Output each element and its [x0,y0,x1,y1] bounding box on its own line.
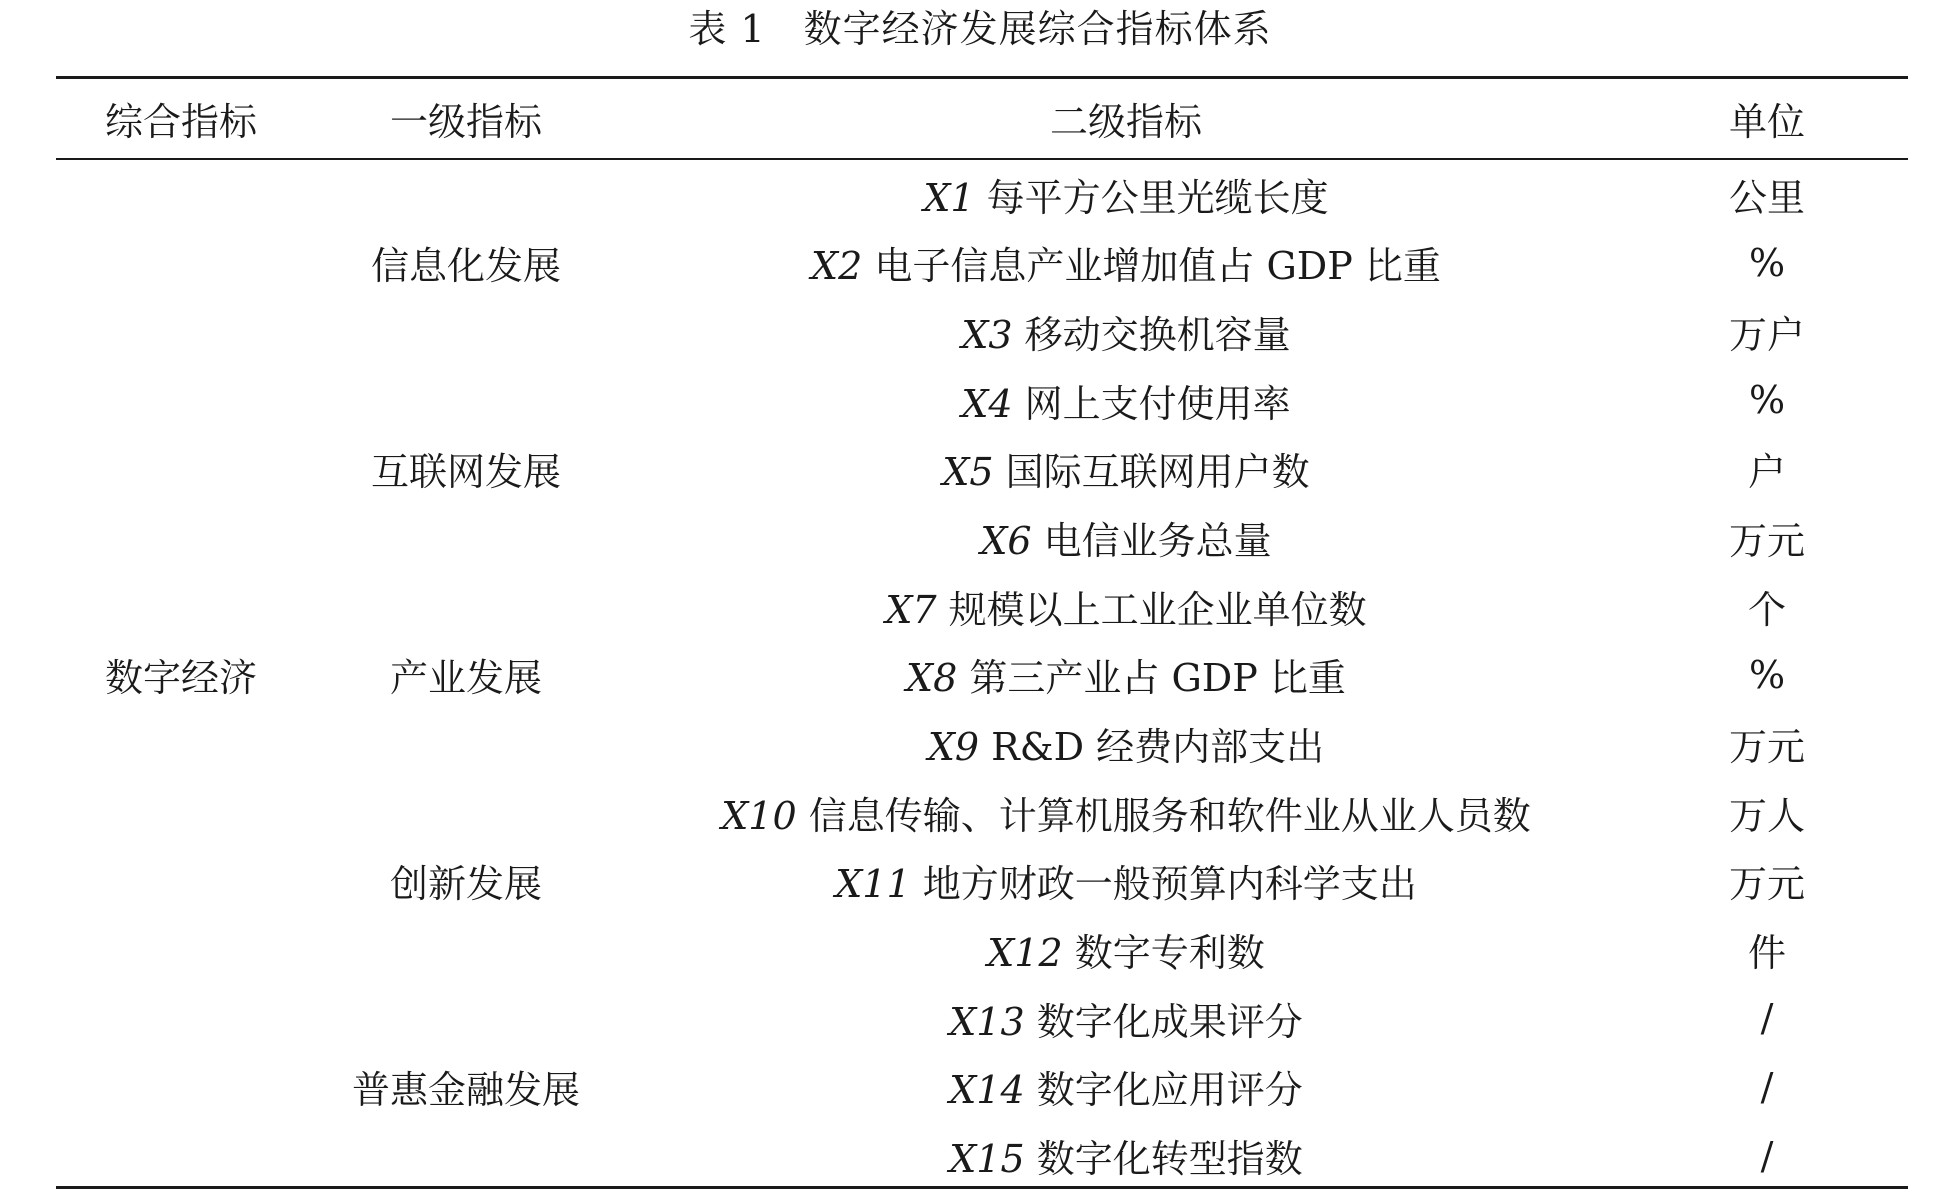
indicator-code: X15 [949,1137,1025,1182]
indicator-name: R&D 经费内部支出 [991,725,1325,770]
indicator-unit: 万元 [1728,862,1805,907]
level1-indicator: 互联网发展 [370,450,561,495]
header-level1: 一级指标 [389,100,542,144]
indicator-unit: 公里 [1728,175,1805,220]
table-row [56,366,1908,435]
indicator-name: 地方财政一般预算内科学支出 [922,862,1417,907]
indicator-unit: 万人 [1728,793,1805,838]
level1-indicator: 创新发展 [389,862,542,907]
level2-indicator [626,1053,1626,1122]
level2-indicator [626,158,1626,229]
table-row [56,572,1908,641]
indicator-name: 数字化应用评分 [1036,1068,1303,1113]
indicator-table [56,79,1908,1190]
level1-indicator: 普惠金融发展 [351,1068,580,1113]
indicator-name: 每平方公里光缆长度 [986,175,1329,220]
level2-indicator [626,915,1626,984]
indicator-unit: / [1760,1064,1774,1109]
level1-indicator: 产业发展 [389,656,542,701]
level2-indicator [626,709,1626,778]
level1-indicator: 信息化发展 [370,244,561,289]
indicator-name: 数字专利数 [1074,931,1265,976]
composite-indicator: 数字经济 [104,656,257,701]
level2-indicator [626,778,1626,847]
caption-label: 表 1 [688,7,766,51]
indicator-code: X6 [980,519,1032,564]
indicator-unit: 万元 [1728,519,1805,564]
indicator-code: X11 [835,862,911,907]
indicator-code: X9 [927,725,980,770]
indicator-code: X13 [949,999,1025,1044]
indicator-name: 移动交换机容量 [1024,313,1291,358]
indicator-name: 国际互联网用户数 [1005,450,1310,495]
indicator-unit: % [1748,378,1786,423]
indicator-unit: / [1760,1133,1774,1178]
table-row [56,984,1908,1053]
level2-indicator [626,572,1626,641]
indicator-unit: 个 [1747,587,1786,632]
level2-indicator [626,435,1626,504]
indicator-code: X10 [721,793,797,838]
level2-indicator [626,366,1626,435]
indicator-name: 数字化成果评分 [1036,999,1303,1044]
indicator-unit: % [1748,240,1786,285]
indicator-code: X14 [949,1068,1025,1113]
indicator-name: 数字化转型指数 [1036,1137,1303,1182]
level2-indicator [626,1121,1626,1190]
level2-indicator [626,847,1626,916]
indicator-unit: 户 [1747,450,1786,495]
indicator-name: 信息传输、计算机服务和软件业从业人员数 [808,793,1531,838]
indicator-unit: 万元 [1728,725,1805,770]
header-unit: 单位 [1728,100,1805,144]
header-row [56,79,1908,158]
indicator-code: X3 [961,313,1013,358]
indicator-unit: 万户 [1728,313,1805,358]
indicator-name: 电子信息产业增加值占 GDP 比重 [874,244,1441,289]
indicator-unit: % [1748,652,1786,697]
indicator-code: X1 [923,175,975,220]
caption-title: 数字经济发展综合指标体系 [803,7,1272,51]
level2-indicator [626,503,1626,572]
indicator-unit: 件 [1747,931,1786,976]
indicator-unit: / [1760,996,1774,1041]
level2-indicator [626,641,1626,710]
level2-indicator [626,229,1626,298]
indicator-code: X8 [906,656,958,701]
table-row [56,158,1908,229]
indicator-name: 电信业务总量 [1043,519,1272,564]
indicator-code: X4 [961,381,1013,426]
level2-indicator [626,297,1626,366]
indicator-code: X5 [942,450,994,495]
indicator-name: 规模以上工业企业单位数 [948,587,1367,632]
table-row [56,778,1908,847]
indicator-code: X7 [885,587,937,632]
indicator-name: 第三产业占 GDP 比重 [969,656,1346,701]
indicator-code: X12 [987,931,1063,976]
level2-indicator [626,984,1626,1053]
indicator-name: 网上支付使用率 [1024,381,1291,426]
table-caption [0,4,1960,54]
indicator-code: X2 [811,244,863,289]
header-level2: 二级指标 [1049,100,1202,144]
header-composite: 综合指标 [104,100,257,144]
